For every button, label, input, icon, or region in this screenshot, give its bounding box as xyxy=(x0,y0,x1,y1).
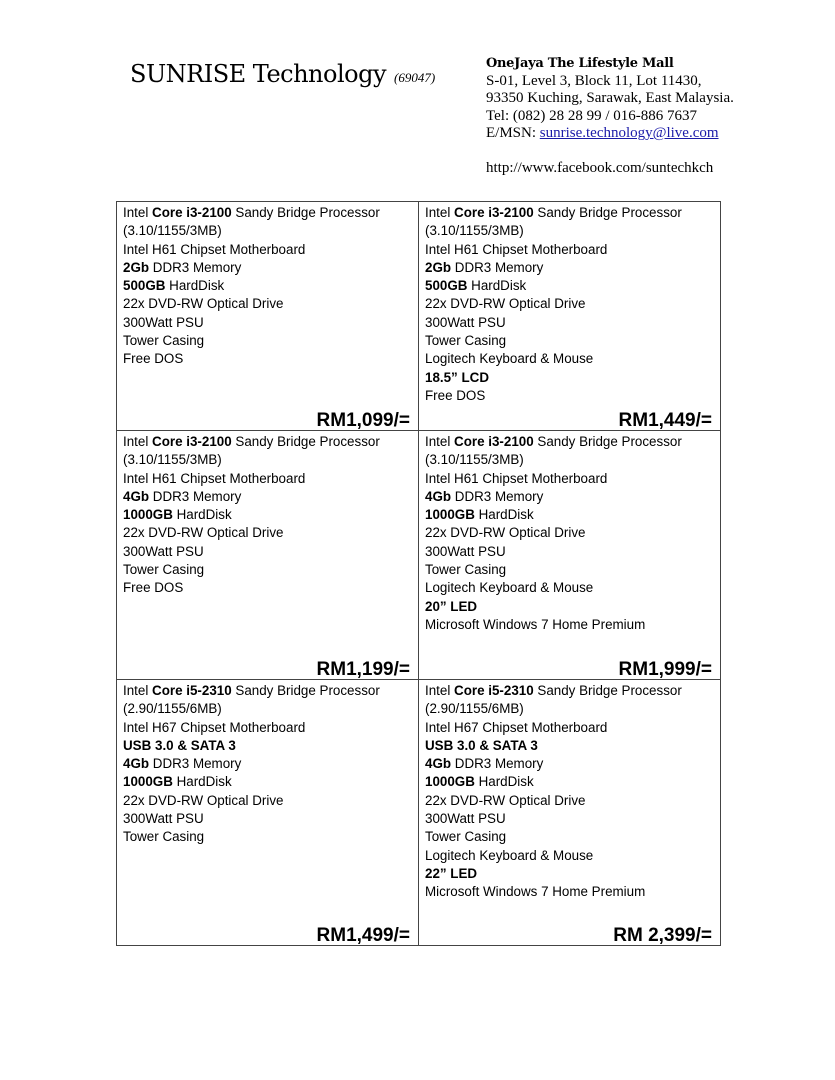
spec-text: Tower Casing xyxy=(123,829,205,845)
spec-text: Intel xyxy=(425,434,455,449)
spec-text: Sandy Bridge Processor xyxy=(533,434,682,449)
spec-highlight: Core i3-2100 xyxy=(152,434,232,449)
spec-line xyxy=(123,773,412,791)
spec-text: DDR3 Memory xyxy=(451,259,544,275)
spec-line xyxy=(425,259,714,277)
spec-line xyxy=(425,369,714,387)
spec-line xyxy=(425,700,714,718)
spec-line xyxy=(123,506,412,524)
spec-text: 300Watt PSU xyxy=(123,314,204,330)
spec-highlight: 22” LED xyxy=(425,865,478,881)
address-line-2: 93350 Kuching, Sarawak, East Malaysia. xyxy=(486,90,734,106)
spec-line xyxy=(425,204,714,222)
spec-highlight: Core i3-2100 xyxy=(454,205,534,220)
spec-list xyxy=(123,433,412,598)
spec-text: Sandy Bridge Processor xyxy=(533,683,682,698)
spec-line xyxy=(425,561,714,579)
spec-highlight: 1000GB xyxy=(123,774,173,790)
facebook-url: http://www.facebook.com/suntechkch xyxy=(486,159,714,176)
spec-text: Free DOS xyxy=(123,580,184,596)
spec-text: Intel xyxy=(123,205,153,220)
spec-text: HardDisk xyxy=(467,278,527,294)
package-cell xyxy=(419,431,721,680)
package-cell xyxy=(117,202,419,431)
spec-text: (3.10/1155/3MB) xyxy=(425,452,524,468)
spec-line xyxy=(425,828,714,846)
package-price: RM1,449/= xyxy=(618,409,712,431)
spec-text: Intel xyxy=(123,434,153,449)
spec-text: Intel H67 Chipset Motherboard xyxy=(123,719,306,735)
spec-text: Intel xyxy=(425,205,455,220)
spec-text: 22x DVD-RW Optical Drive xyxy=(425,525,586,541)
spec-text: 300Watt PSU xyxy=(425,811,506,827)
spec-line xyxy=(425,755,714,773)
spec-line xyxy=(123,433,412,451)
spec-highlight: Core i5-2310 xyxy=(454,683,534,698)
spec-line xyxy=(425,295,714,313)
spec-list xyxy=(123,204,412,369)
spec-highlight: 500GB xyxy=(425,278,468,294)
spec-line xyxy=(123,579,412,597)
spec-text: HardDisk xyxy=(172,774,232,790)
spec-text: (3.10/1155/3MB) xyxy=(425,223,524,239)
spec-text: Logitech Keyboard & Mouse xyxy=(425,847,594,863)
package-cell xyxy=(117,431,419,680)
package-price: RM 2,399/= xyxy=(613,924,712,946)
spec-text: Sandy Bridge Processor xyxy=(533,205,682,220)
spec-text: Logitech Keyboard & Mouse xyxy=(425,580,594,596)
package-cell xyxy=(419,202,721,431)
spec-line xyxy=(425,451,714,469)
spec-text: HardDisk xyxy=(474,774,534,790)
spec-line xyxy=(123,470,412,488)
spec-highlight: 4Gb xyxy=(425,756,452,772)
email-row xyxy=(486,125,734,143)
spec-text: 22x DVD-RW Optical Drive xyxy=(123,792,284,808)
spec-line xyxy=(425,524,714,542)
spec-line xyxy=(425,488,714,506)
spec-list xyxy=(123,682,412,847)
brand-title xyxy=(130,60,435,88)
spec-line xyxy=(123,451,412,469)
email-link[interactable]: sunrise.technology@live.com xyxy=(539,125,719,141)
package-table xyxy=(116,201,721,946)
spec-line xyxy=(123,204,412,222)
spec-line xyxy=(425,810,714,828)
spec-text: Tower Casing xyxy=(123,333,205,349)
spec-highlight: Core i3-2100 xyxy=(152,205,232,220)
spec-text: Tower Casing xyxy=(425,829,507,845)
brand-registration: (69047) xyxy=(394,70,436,85)
spec-highlight: 20” LED xyxy=(425,598,478,614)
spec-highlight: 1000GB xyxy=(425,507,475,523)
package-price: RM1,099/= xyxy=(316,409,410,431)
contact-block xyxy=(486,55,734,177)
spec-line xyxy=(425,222,714,240)
spec-line xyxy=(123,295,412,313)
spec-line xyxy=(425,737,714,755)
spec-line xyxy=(123,755,412,773)
spec-line xyxy=(123,222,412,240)
spec-text: Sandy Bridge Processor xyxy=(231,683,380,698)
spec-text: DDR3 Memory xyxy=(149,488,242,504)
spec-text: DDR3 Memory xyxy=(451,756,544,772)
mall-name: OneJaya The Lifestyle Mall xyxy=(486,56,674,71)
spec-text: Intel H61 Chipset Motherboard xyxy=(123,470,306,486)
spec-line xyxy=(123,828,412,846)
spec-line xyxy=(425,883,714,901)
spec-text: (2.90/1155/6MB) xyxy=(123,701,222,717)
spec-text: Sandy Bridge Processor xyxy=(231,205,380,220)
spec-line xyxy=(123,810,412,828)
spec-line xyxy=(123,350,412,368)
spec-text: Free DOS xyxy=(425,387,486,403)
package-price: RM1,999/= xyxy=(618,658,712,680)
spec-line xyxy=(425,433,714,451)
address-line-1: S-01, Level 3, Block 11, Lot 11430, xyxy=(486,72,702,89)
spec-line xyxy=(123,792,412,810)
spec-list xyxy=(425,204,714,405)
spec-highlight: 18.5” LCD xyxy=(425,369,489,385)
spec-highlight: 4Gb xyxy=(123,488,150,504)
spec-text: 300Watt PSU xyxy=(425,314,506,330)
spec-text: Intel H61 Chipset Motherboard xyxy=(425,470,608,486)
spec-line xyxy=(123,524,412,542)
spec-text: Microsoft Windows 7 Home Premium xyxy=(425,616,646,632)
telephone: Tel: (082) 28 28 99 / 016-886 7637 xyxy=(486,107,698,124)
spec-highlight: 1000GB xyxy=(425,774,475,790)
spec-list xyxy=(425,433,714,634)
spec-line xyxy=(123,314,412,332)
spec-line xyxy=(425,598,714,616)
spec-text: DDR3 Memory xyxy=(149,756,242,772)
spec-line xyxy=(123,719,412,737)
spec-line xyxy=(425,387,714,405)
spec-text: Tower Casing xyxy=(425,562,507,578)
spec-line xyxy=(425,719,714,737)
spec-line xyxy=(425,792,714,810)
spec-text: Intel xyxy=(123,683,153,698)
spec-line xyxy=(123,277,412,295)
spec-line xyxy=(425,865,714,883)
spec-text: Tower Casing xyxy=(425,333,507,349)
spec-line xyxy=(123,332,412,350)
spec-line xyxy=(425,241,714,259)
spec-highlight: 2Gb xyxy=(123,259,150,275)
spec-line xyxy=(425,277,714,295)
spec-line xyxy=(425,350,714,368)
spec-text: HardDisk xyxy=(165,278,225,294)
email-label: E/MSN: xyxy=(486,125,540,141)
spec-text: 22x DVD-RW Optical Drive xyxy=(425,296,586,312)
spec-text: Tower Casing xyxy=(123,562,205,578)
package-cell xyxy=(117,680,419,946)
spec-highlight: 2Gb xyxy=(425,259,452,275)
spec-list xyxy=(425,682,714,902)
spec-text: 22x DVD-RW Optical Drive xyxy=(123,296,284,312)
spec-line xyxy=(425,332,714,350)
spec-highlight: USB 3.0 & SATA 3 xyxy=(425,737,538,753)
spec-line xyxy=(123,241,412,259)
package-price: RM1,499/= xyxy=(316,924,410,946)
spec-text: Microsoft Windows 7 Home Premium xyxy=(425,884,646,900)
spec-text: Logitech Keyboard & Mouse xyxy=(425,351,594,367)
spec-line xyxy=(425,470,714,488)
brand-name: SUNRISE Technology xyxy=(130,60,387,88)
spec-text: Intel H67 Chipset Motherboard xyxy=(425,719,608,735)
package-price: RM1,199/= xyxy=(316,658,410,680)
spec-line xyxy=(123,561,412,579)
spec-text: 22x DVD-RW Optical Drive xyxy=(425,792,586,808)
spec-line xyxy=(123,682,412,700)
spec-line xyxy=(123,700,412,718)
spec-highlight: USB 3.0 & SATA 3 xyxy=(123,737,236,753)
spec-highlight: Core i5-2310 xyxy=(152,683,232,698)
spec-text: 300Watt PSU xyxy=(123,811,204,827)
spec-line xyxy=(425,616,714,634)
spec-text: HardDisk xyxy=(172,507,232,523)
spec-text: 300Watt PSU xyxy=(425,543,506,559)
spec-line xyxy=(425,847,714,865)
package-cell xyxy=(419,680,721,946)
spec-text: (3.10/1155/3MB) xyxy=(123,223,222,239)
spec-highlight: 1000GB xyxy=(123,507,173,523)
spec-highlight: 4Gb xyxy=(425,488,452,504)
spec-text: (3.10/1155/3MB) xyxy=(123,452,222,468)
spec-text: Sandy Bridge Processor xyxy=(231,434,380,449)
spec-text: Free DOS xyxy=(123,351,184,367)
spec-highlight: Core i3-2100 xyxy=(454,434,534,449)
spec-text: (2.90/1155/6MB) xyxy=(425,701,524,717)
spec-text: 300Watt PSU xyxy=(123,543,204,559)
spec-highlight: 4Gb xyxy=(123,756,150,772)
spec-text: HardDisk xyxy=(474,507,534,523)
spec-text: 22x DVD-RW Optical Drive xyxy=(123,525,284,541)
spec-line xyxy=(123,737,412,755)
spec-line xyxy=(425,579,714,597)
spec-line xyxy=(425,506,714,524)
spec-line xyxy=(425,682,714,700)
spec-line xyxy=(425,314,714,332)
spec-line xyxy=(123,488,412,506)
spec-text: Intel xyxy=(425,683,455,698)
spec-line xyxy=(425,543,714,561)
spec-text: Intel H61 Chipset Motherboard xyxy=(425,241,608,257)
spec-text: DDR3 Memory xyxy=(451,488,544,504)
spec-line xyxy=(123,543,412,561)
spec-text: DDR3 Memory xyxy=(149,259,242,275)
spec-text: Intel H61 Chipset Motherboard xyxy=(123,241,306,257)
spec-highlight: 500GB xyxy=(123,278,166,294)
spec-line xyxy=(425,773,714,791)
spec-line xyxy=(123,259,412,277)
